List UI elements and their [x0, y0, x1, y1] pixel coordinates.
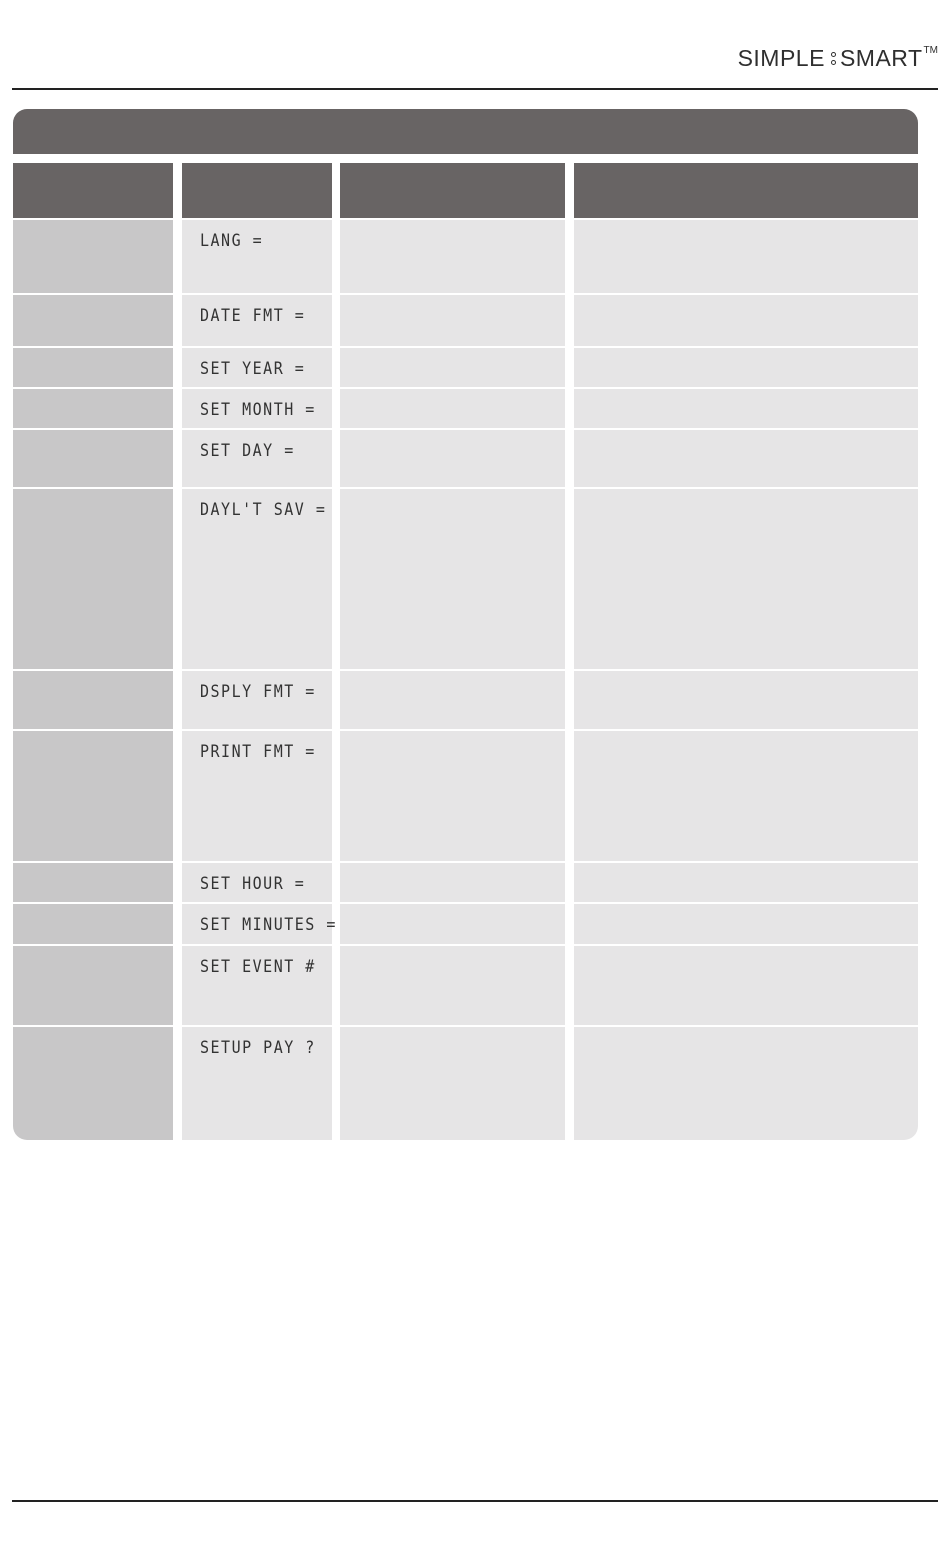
table-cell-r2-c3: [340, 295, 565, 346]
table-cell-r1-c3: [340, 220, 565, 293]
brand-logo: [738, 44, 938, 72]
table-cell-r5-c2: [182, 430, 332, 487]
table-cell-r6-c1: [13, 489, 173, 669]
lcd-display-text: PRINT FMT =: [200, 741, 316, 762]
table-cell-r12-c4: [574, 1027, 918, 1140]
table-cell-r10-c4: [574, 904, 918, 944]
table-cell-r12-c1: [13, 1027, 173, 1140]
table-cell-r3-c2: [182, 348, 332, 387]
table-cell-r7-c1: [13, 671, 173, 729]
table-cell-r2-c2: [182, 295, 332, 346]
table-cell-r5-c4: [574, 430, 918, 487]
table-cell-r3-c1: [13, 348, 173, 387]
lcd-display-text: SET DAY =: [200, 440, 295, 461]
table-cell-r8-c2: [182, 731, 332, 861]
table-cell-r6-c2: [182, 489, 332, 669]
table-cell-r8-c1: [13, 731, 173, 861]
lcd-display-text: SET EVENT #: [200, 956, 316, 977]
table-cell-r1-c2: [182, 220, 332, 293]
header-rule: [12, 88, 938, 90]
trademark-mark: TM: [923, 45, 938, 56]
table-cell-r1-c1: [13, 220, 173, 293]
table-cell-r10-c2: [182, 904, 337, 944]
table-cell-r3-c3: [340, 348, 565, 387]
table-title-bar: [13, 109, 918, 154]
table-cell-r4-c4: [574, 389, 918, 428]
brand-separator-icon: [831, 44, 836, 72]
lcd-display-text: SET HOUR =: [200, 873, 306, 894]
table-cell-r4-c3: [340, 389, 565, 428]
table-cell-r12-c3: [340, 1027, 565, 1140]
table-cell-r12-c2: [182, 1027, 332, 1140]
table-cell-r9-c4: [574, 863, 918, 902]
table-cell-r2-c1: [13, 295, 173, 346]
lcd-display-text: LANG =: [200, 230, 264, 251]
lcd-display-text: SET MONTH =: [200, 399, 316, 420]
settings-table: [13, 109, 918, 1140]
table-cell-r3-c4: [574, 348, 918, 387]
table-cell-r11-c3: [340, 946, 565, 1025]
table-cell-r7-c3: [340, 671, 565, 729]
column-header-2: [182, 163, 332, 218]
table-cell-r4-c2: [182, 389, 332, 428]
table-cell-r11-c4: [574, 946, 918, 1025]
table-cell-r10-c1: [13, 904, 173, 944]
table-cell-r6-c3: [340, 489, 565, 669]
lcd-display-text: SET MINUTES =: [200, 914, 337, 935]
table-cell-r11-c1: [13, 946, 173, 1025]
table-cell-r9-c3: [340, 863, 565, 902]
table-cell-r7-c4: [574, 671, 918, 729]
table-cell-r5-c3: [340, 430, 565, 487]
lcd-display-text: DATE FMT =: [200, 305, 306, 326]
lcd-display-text: SETUP PAY ?: [200, 1037, 316, 1058]
table-cell-r9-c2: [182, 863, 332, 902]
footer-rule: [12, 1500, 938, 1502]
table-cell-r8-c3: [340, 731, 565, 861]
table-cell-r6-c4: [574, 489, 918, 669]
table-cell-r5-c1: [13, 430, 173, 487]
brand-left-word: SIMPLE: [737, 45, 825, 71]
table-cell-r7-c2: [182, 671, 332, 729]
lcd-display-text: DAYL'T SAV =: [200, 499, 327, 520]
table-cell-r1-c4: [574, 220, 918, 293]
column-header-4: [574, 163, 918, 218]
column-header-3: [340, 163, 565, 218]
table-cell-r4-c1: [13, 389, 173, 428]
table-cell-r8-c4: [574, 731, 918, 861]
column-header-1: [13, 163, 173, 218]
lcd-display-text: SET YEAR =: [200, 358, 306, 379]
brand-right-word: SMART: [839, 45, 923, 71]
table-cell-r11-c2: [182, 946, 332, 1025]
table-cell-r2-c4: [574, 295, 918, 346]
table-cell-r10-c3: [340, 904, 565, 944]
table-cell-r9-c1: [13, 863, 173, 902]
lcd-display-text: DSPLY FMT =: [200, 681, 316, 702]
